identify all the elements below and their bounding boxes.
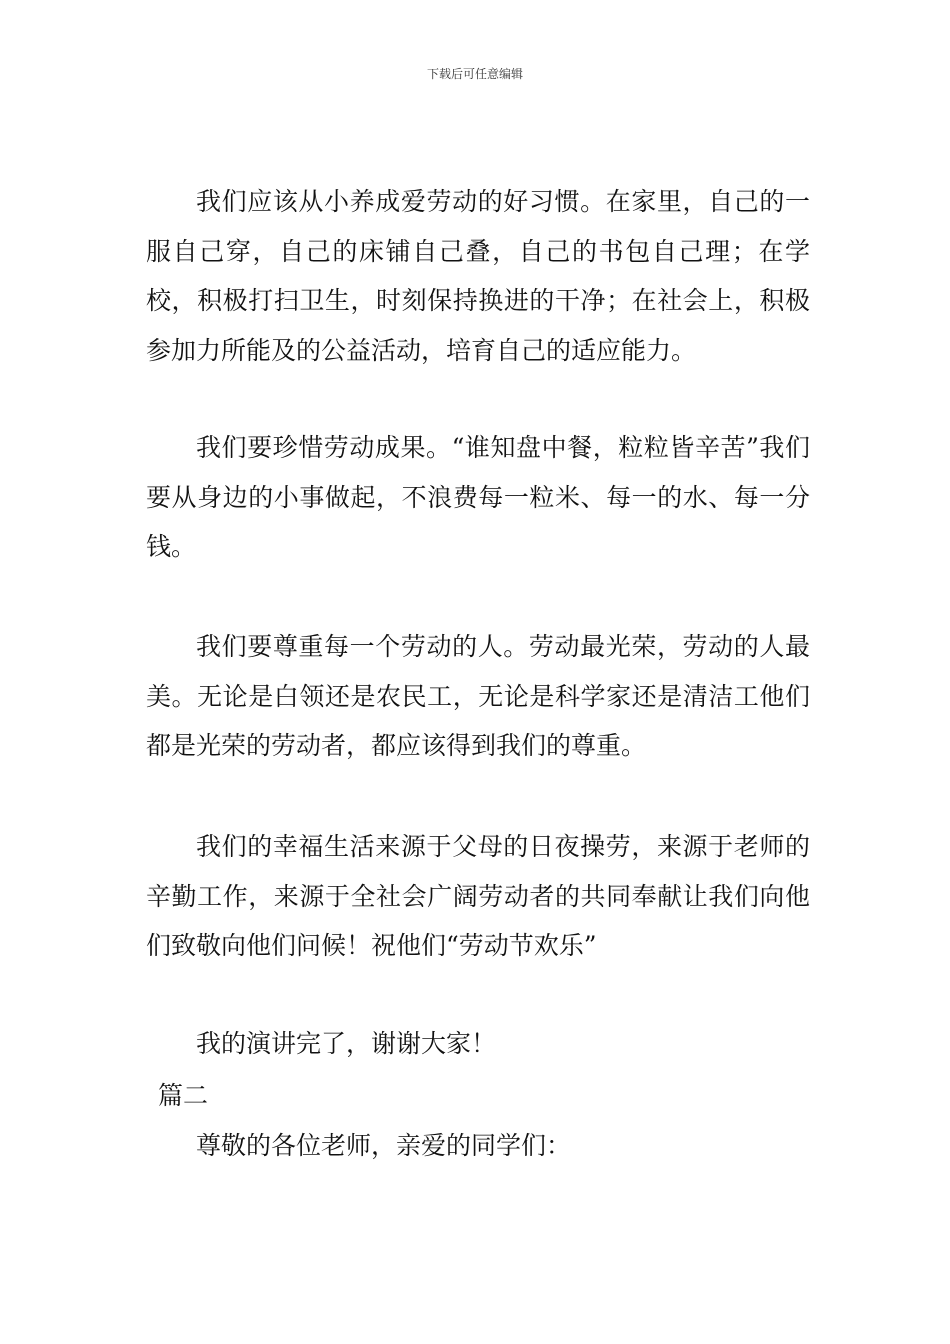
closing-line: 我的演讲完了，谢谢大家！ [196,1029,497,1058]
header-note: 下载后可任意编辑 [426,67,523,81]
paragraph-2: 我们要珍惜劳动成果。“谁知盘中餐，粒粒皆辛苦”我们要从身边的小事做起，不浪费每一粒米、每一的水、每一分钱。 [146,433,810,561]
paragraph-3: 我们要尊重每一个劳动的人。劳动最光荣，劳动的人最美。无论是白领还是农民工，无论是科学家还是清洁工他们都是光荣的劳动者，都应该得到我们的尊重。 [146,632,810,760]
section-label: 篇二 [158,1081,209,1110]
salutation: 尊敬的各位老师，亲爱的同学们： [196,1131,572,1160]
paragraph-4: 我们的幸福生活来源于父母的日夜操劳，来源于老师的辛勤工作，来源于全社会广阔劳动者的共同奉献让我们向他们致敬向他们问候！祝他们“劳动节欢乐” [146,832,810,960]
paragraph-1: 我们应该从小养成爱劳动的好习惯。在家里，自己的一服自己穿，自己的床铺自己叠，自己的书包自己理；在学校，积极打扫卫生，时刻保持换进的干净；在社会上，积极参加力所能及的公益活动，培育自己的适应能力。 [146,187,810,365]
